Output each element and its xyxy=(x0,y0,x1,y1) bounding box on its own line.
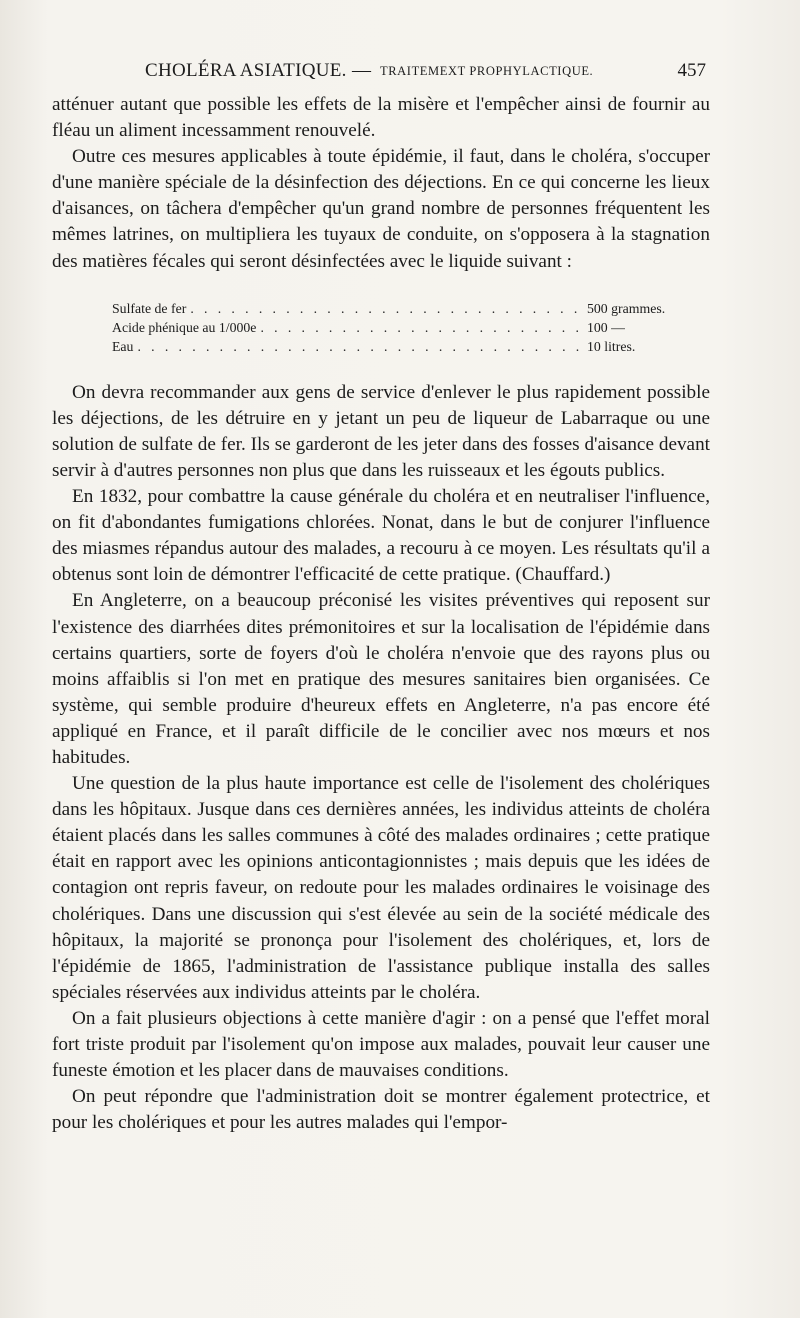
dot-leader xyxy=(190,299,583,318)
formula-row xyxy=(112,318,687,337)
header-dash: — xyxy=(352,60,371,81)
header-subtitle: TRAITEMEXT PROPHYLACTIQUE. xyxy=(380,64,594,78)
paragraph: Outre ces mesures applicables à toute épidémie, il faut, dans le choléra, s'occuper d'une manière spéciale de la désinfection des déjections. En ce qui concerne les lieux d'aisances, on tâchera d'empêcher qu'un grand nombre de personnes fréquentent les mêmes latrines, on multipliera les tuyaux de conduite, on s'opposera à la stagnation des matières fécales qui seront désinfectées avec le liquide suivant : xyxy=(52,146,710,272)
formula-ingredient: Acide phénique au 1/000e xyxy=(112,319,257,335)
disinfectant-formula xyxy=(112,299,687,356)
paragraph: Une question de la plus haute importance est celle de l'isolement des cholériques dans les hôpitaux. Jusque dans ces dernières années, les individus atteints de choléra étaient placés dans les salles communes à côté des malades ordinaires ; cette pratique était en rapport avec les opinions anticontagionnistes ; mais depuis que les idées de contagion ont repris faveur, on redoute pour les malades ordinaires le voisinage des cholériques. Dans une discussion qui s'est élevée au sein de la société médicale des hôpitaux, la majorité se prononça pour l'isolement des cholériques, et, lors de l'épidémie de 1865, l'administration de l'assistance publique installa des salles spéciales réservées aux individus atteints par le choléra. xyxy=(52,773,710,1003)
formula-ingredient: Eau xyxy=(112,338,134,354)
paragraph: En 1832, pour combattre la cause générale du choléra et en neutraliser l'influence, on fit d'abondantes fumigations chlorées. Nonat, dans le but de conjurer l'influence des miasmes répandus autour des malades, a recouru à ce moyen. Les résultats qu'il a obtenus sont loin de démontrer l'efficacité de cette pratique. (Chauffard.) xyxy=(52,486,710,586)
paragraph: atténuer autant que possible les effets de la misère et l'empêcher ainsi de fournir au fléau un aliment incessamment renouvelé. xyxy=(52,94,710,142)
paragraph: On peut répondre que l'administration doit se montrer également protectrice, et pour les cholériques et pour les autres malades qui l'empor- xyxy=(52,1086,710,1134)
header-title: CHOLÉRA ASIATIQUE. xyxy=(145,60,347,81)
body-text xyxy=(52,92,710,1136)
formula-row xyxy=(112,299,687,318)
running-header xyxy=(52,60,712,86)
dot-leader xyxy=(260,318,583,337)
paragraph: On a fait plusieurs objections à cette manière d'agir : on a pensé que l'effet moral fort triste produit par l'isolement qu'on impose aux malades, pouvait leur causer une funeste émotion et les placer dans de mauvaises conditions. xyxy=(52,1007,710,1082)
paragraph: On devra recommander aux gens de service d'enlever le plus rapidement possible les déjections, de les détruire en y jetant un peu de liqueur de Labarraque ou une solution de sulfate de fer. Ils se garderont de les jeter dans des fosses d'aisance devant servir à d'autres personnes non plus que dans les ruisseaux et les égouts publics. xyxy=(52,381,710,481)
formula-quantity: 10 litres. xyxy=(587,338,636,354)
page-number: 457 xyxy=(677,60,706,81)
paragraph: En Angleterre, on a beaucoup préconisé les visites préventives qui reposent sur l'existence des diarrhées dites prémonitoires et sur la localisation de l'épidémie dans certains quartiers, sorte de foyers d'où le choléra n'envoie que des rayons plus ou moins affaiblis si l'on met en pratique des mesures sanitaires bien organisées. Ce système, qui semble produire d'heureux effets en Angleterre, n'a pas encore été appliqué en France, et il paraît difficile de le concilier avec nos mœurs et nos habitudes. xyxy=(52,590,710,768)
formula-quantity: 500 grammes. xyxy=(587,300,666,316)
dot-leader xyxy=(137,337,583,356)
formula-quantity: 100 — xyxy=(587,319,625,335)
formula-row xyxy=(112,337,687,356)
formula-ingredient: Sulfate de fer xyxy=(112,300,187,316)
